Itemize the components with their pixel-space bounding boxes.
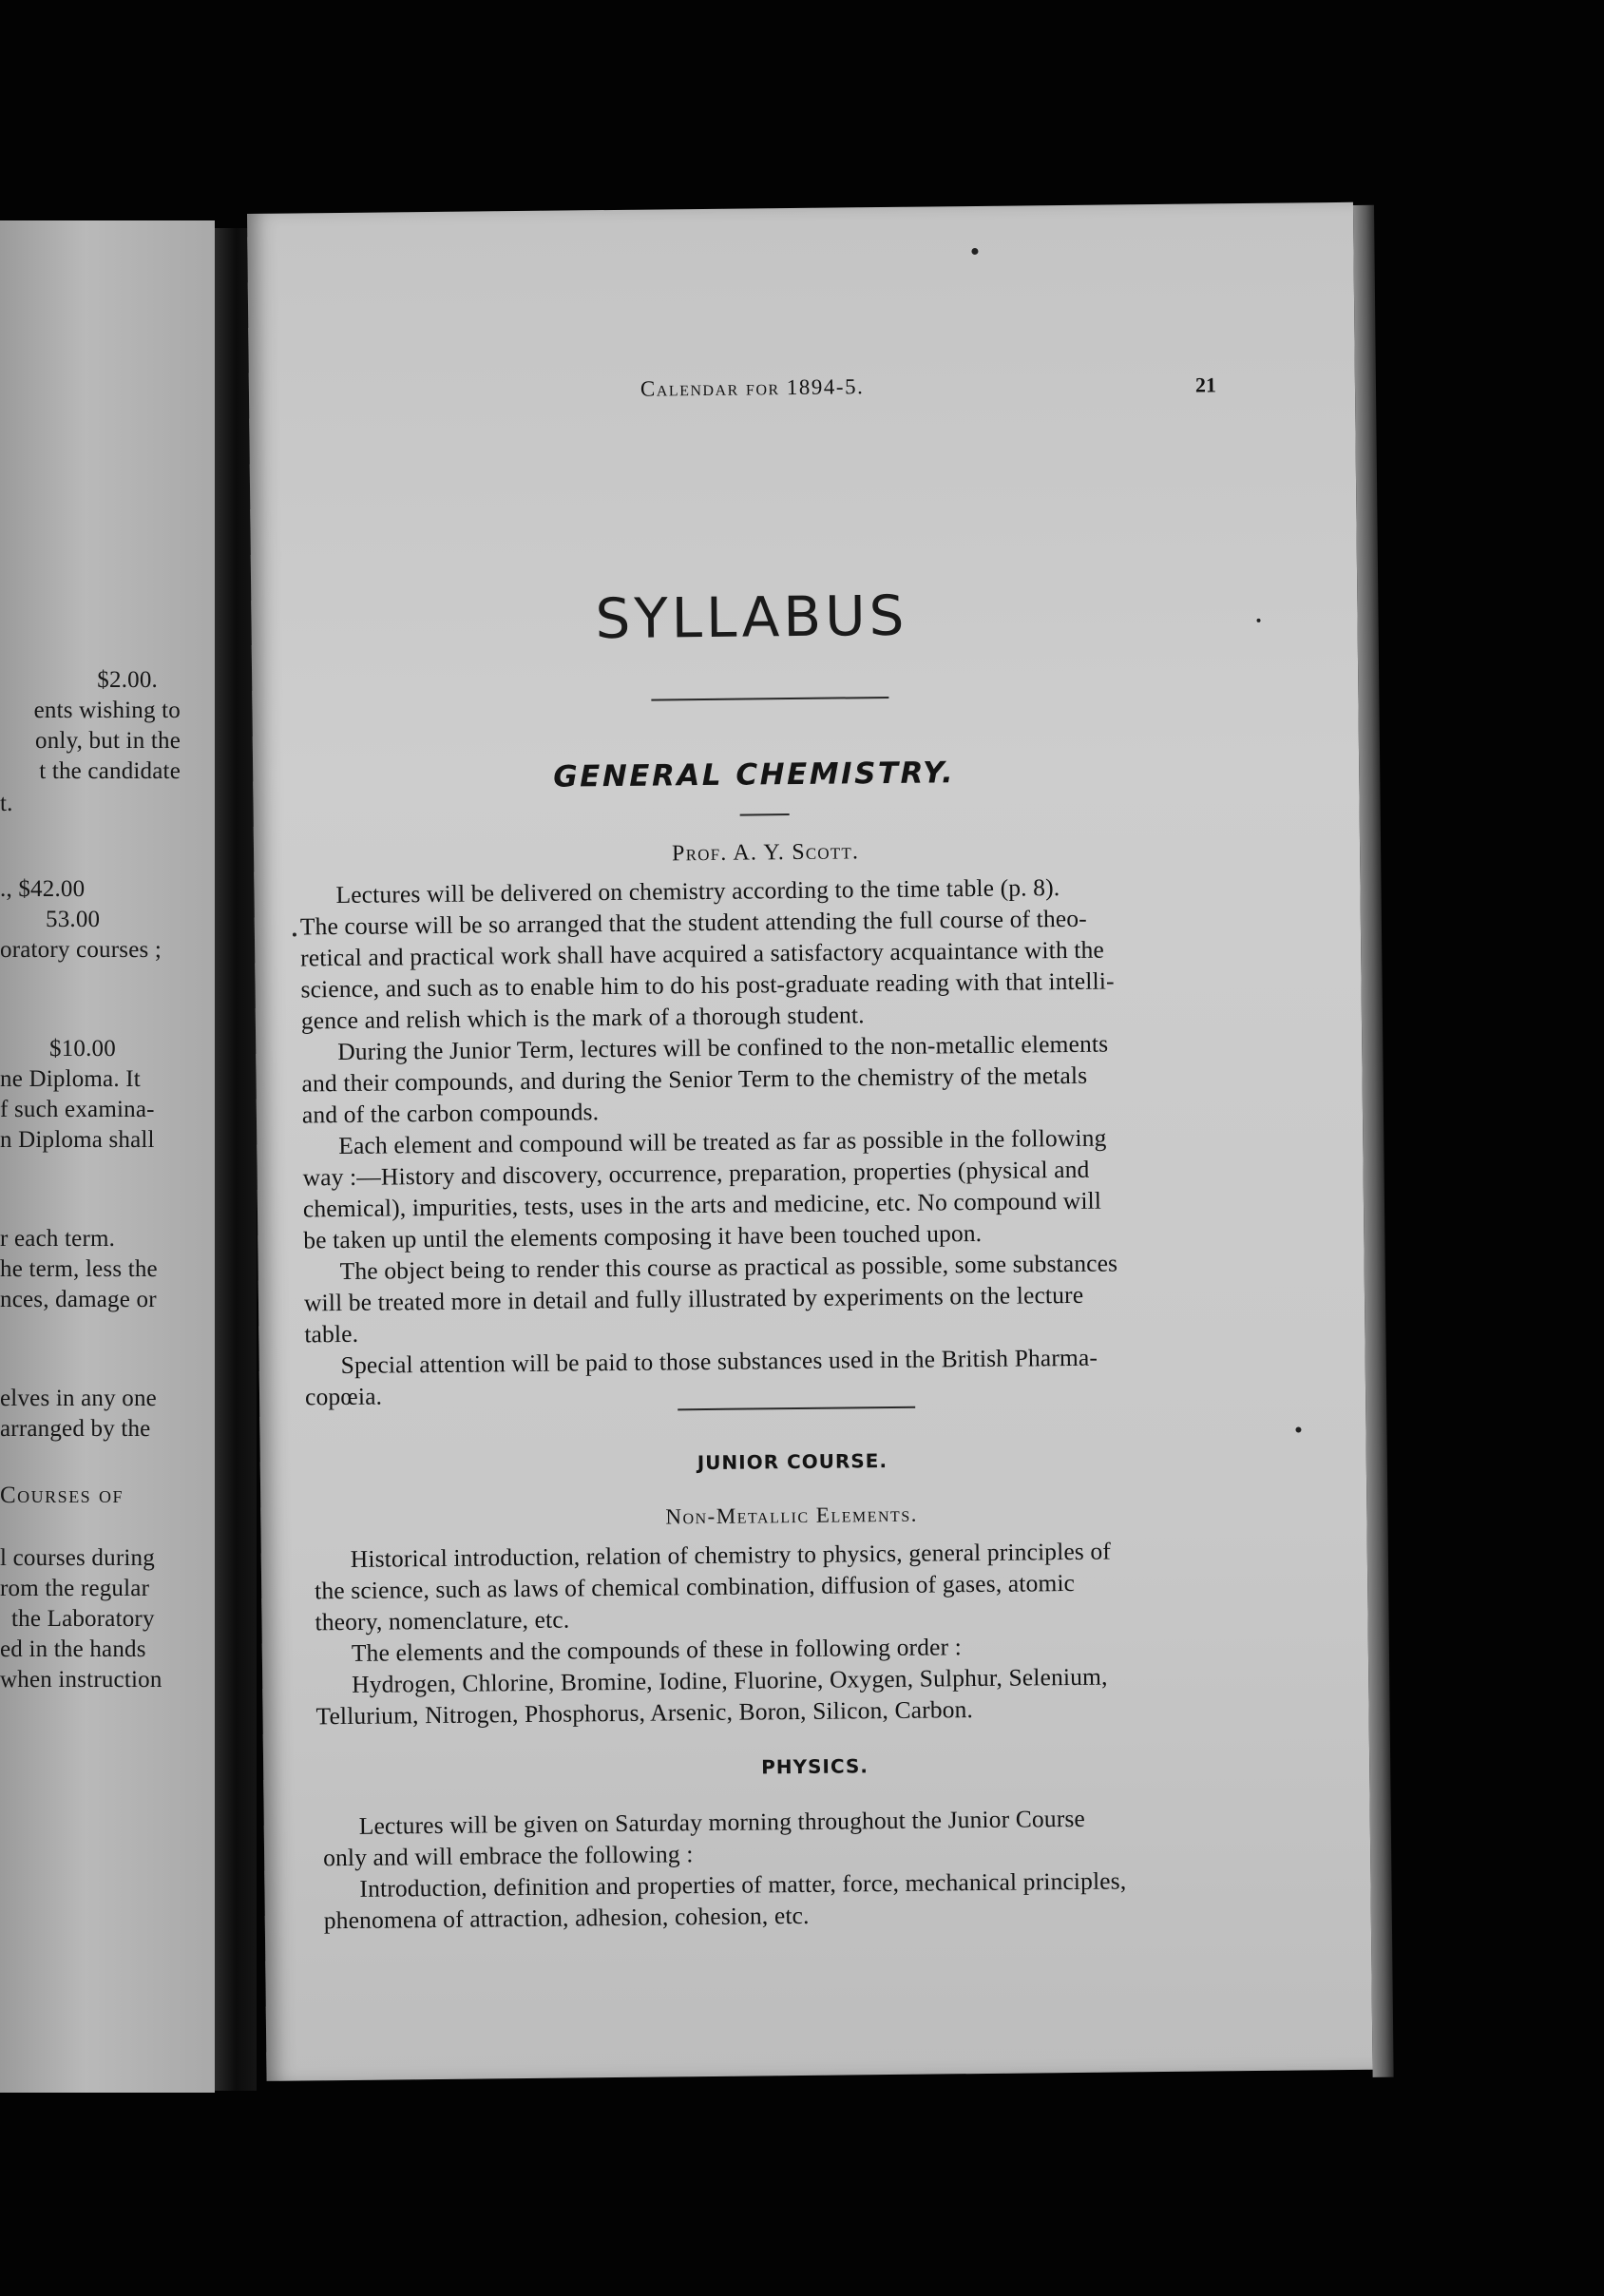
body-line: phenomena of attraction, adhesion, cohesion, etc. [323, 1901, 810, 1935]
body-line: gence and relish which is the mark of a thorough student. [300, 1001, 865, 1035]
left-page-line: he term, less the [0, 1256, 158, 1282]
left-page-line: ., $42.00 [0, 876, 86, 902]
body-line: Lectures will be delivered on chemistry according to the time table (p. 8). [335, 873, 1060, 909]
body-line: The object being to render this course as practical as possible, some substances [339, 1249, 1118, 1286]
left-page-line: ne Diploma. It [0, 1066, 141, 1092]
body-line: only and will embrace the following : [322, 1840, 694, 1872]
left-page-line: ed in the hands [0, 1636, 146, 1662]
left-page-line: r each term. [0, 1226, 116, 1252]
body-line: Each element and compound will be treated as far as possible in the following [338, 1123, 1107, 1160]
left-page-line: the Laboratory [11, 1606, 155, 1632]
left-page-line: $10.00 [49, 1036, 116, 1062]
body-line: Hydrogen, Chlorine, Bromine, Iodine, Fluorine, Oxygen, Sulphur, Selenium, [352, 1662, 1108, 1698]
scan-speck [1257, 619, 1261, 622]
body-line: Tellurium, Nitrogen, Phosphorus, Arsenic, Boron, Silicon, Carbon. [315, 1695, 974, 1731]
left-page-line: only, but in the [35, 728, 181, 754]
left-page-line: n Diploma shall [0, 1127, 155, 1153]
body-line: theory, nomenclature, etc. [315, 1605, 570, 1636]
body-line: Lectures will be given on Saturday morning throughout the Junior Course [358, 1804, 1086, 1840]
left-page-line: t. [0, 791, 13, 816]
left-page-line: when instruction [0, 1667, 162, 1693]
body-line: way :—History and discovery, occurrence, preparation, properties (physical and [302, 1155, 1090, 1192]
physics-heading: PHYSICS. [761, 1754, 869, 1779]
body-line: Introduction, definition and properties of matter, force, mechanical principles, [359, 1866, 1127, 1903]
scan-speck [293, 932, 296, 936]
left-page-line: Courses of [0, 1483, 124, 1508]
left-page-line: f such examina- [0, 1097, 155, 1122]
scan-speck [971, 248, 978, 255]
non-metallic-heading: Non-Metallic Elements. [665, 1502, 919, 1529]
left-page-line: rom the regular [0, 1576, 150, 1601]
body-line: The course will be so arranged that the student attending the full course of theo- [299, 904, 1088, 941]
body-line: The elements and the compounds of these in following order : [351, 1633, 963, 1667]
body-line: Special attention will be paid to those substances used in the British Pharma- [340, 1343, 1098, 1380]
junior-course-heading: JUNIOR COURSE. [697, 1449, 888, 1475]
body-line: copœia. [304, 1382, 383, 1411]
left-page-line: $2.00. [97, 667, 158, 693]
body-line: retical and practical work shall have acquired a satisfactory acquaintance with the [300, 935, 1105, 972]
section-divider-rule [678, 1406, 915, 1411]
body-line: and their compounds, and during the Senior Term to the chemistry of the metals [301, 1061, 1088, 1098]
page-number: 21 [1194, 373, 1217, 397]
running-head: Calendar for 1894-5. [640, 374, 865, 401]
section-title: GENERAL CHEMISTRY. [553, 756, 956, 794]
body-line: will be treated more in detail and fully illustrated by experiments on the lecture [303, 1280, 1084, 1317]
professor-name: Prof. A. Y. Scott. [671, 839, 860, 867]
body-line: chemical), impurities, tests, uses in the arts and medicine, etc. No compound will [302, 1186, 1102, 1223]
left-page-line: t the candidate [39, 758, 181, 784]
body-line: and of the carbon compounds. [301, 1098, 600, 1129]
left-page-line: oratory courses ; [0, 937, 162, 963]
left-page [0, 220, 215, 2093]
left-page-line: 53.00 [46, 907, 101, 932]
left-page-line: arranged by the [0, 1416, 151, 1442]
body-line: be taken up until the elements composing it have been touched upon. [303, 1218, 983, 1254]
body-line: table. [304, 1319, 359, 1349]
left-page-line: ents wishing to [33, 698, 181, 723]
title-rule [651, 697, 888, 701]
left-page-line: nces, damage or [0, 1287, 157, 1312]
right-page [247, 202, 1373, 2081]
scan-speck [1295, 1426, 1301, 1432]
body-line: the science, such as laws of chemical combination, diffusion of gases, atomic [315, 1568, 1076, 1605]
body-line: Historical introduction, relation of chemistry to physics, general principles of [350, 1537, 1112, 1573]
page-title: SYLLABUS [595, 583, 908, 652]
left-page-line: elves in any one [0, 1386, 157, 1411]
body-line: science, and such as to enable him to do his post-graduate reading with that intelli- [300, 966, 1115, 1004]
left-page-line: l courses during [0, 1545, 155, 1571]
section-rule [740, 813, 790, 816]
body-line: During the Junior Term, lectures will be confined to the non-metallic elements [337, 1029, 1109, 1066]
